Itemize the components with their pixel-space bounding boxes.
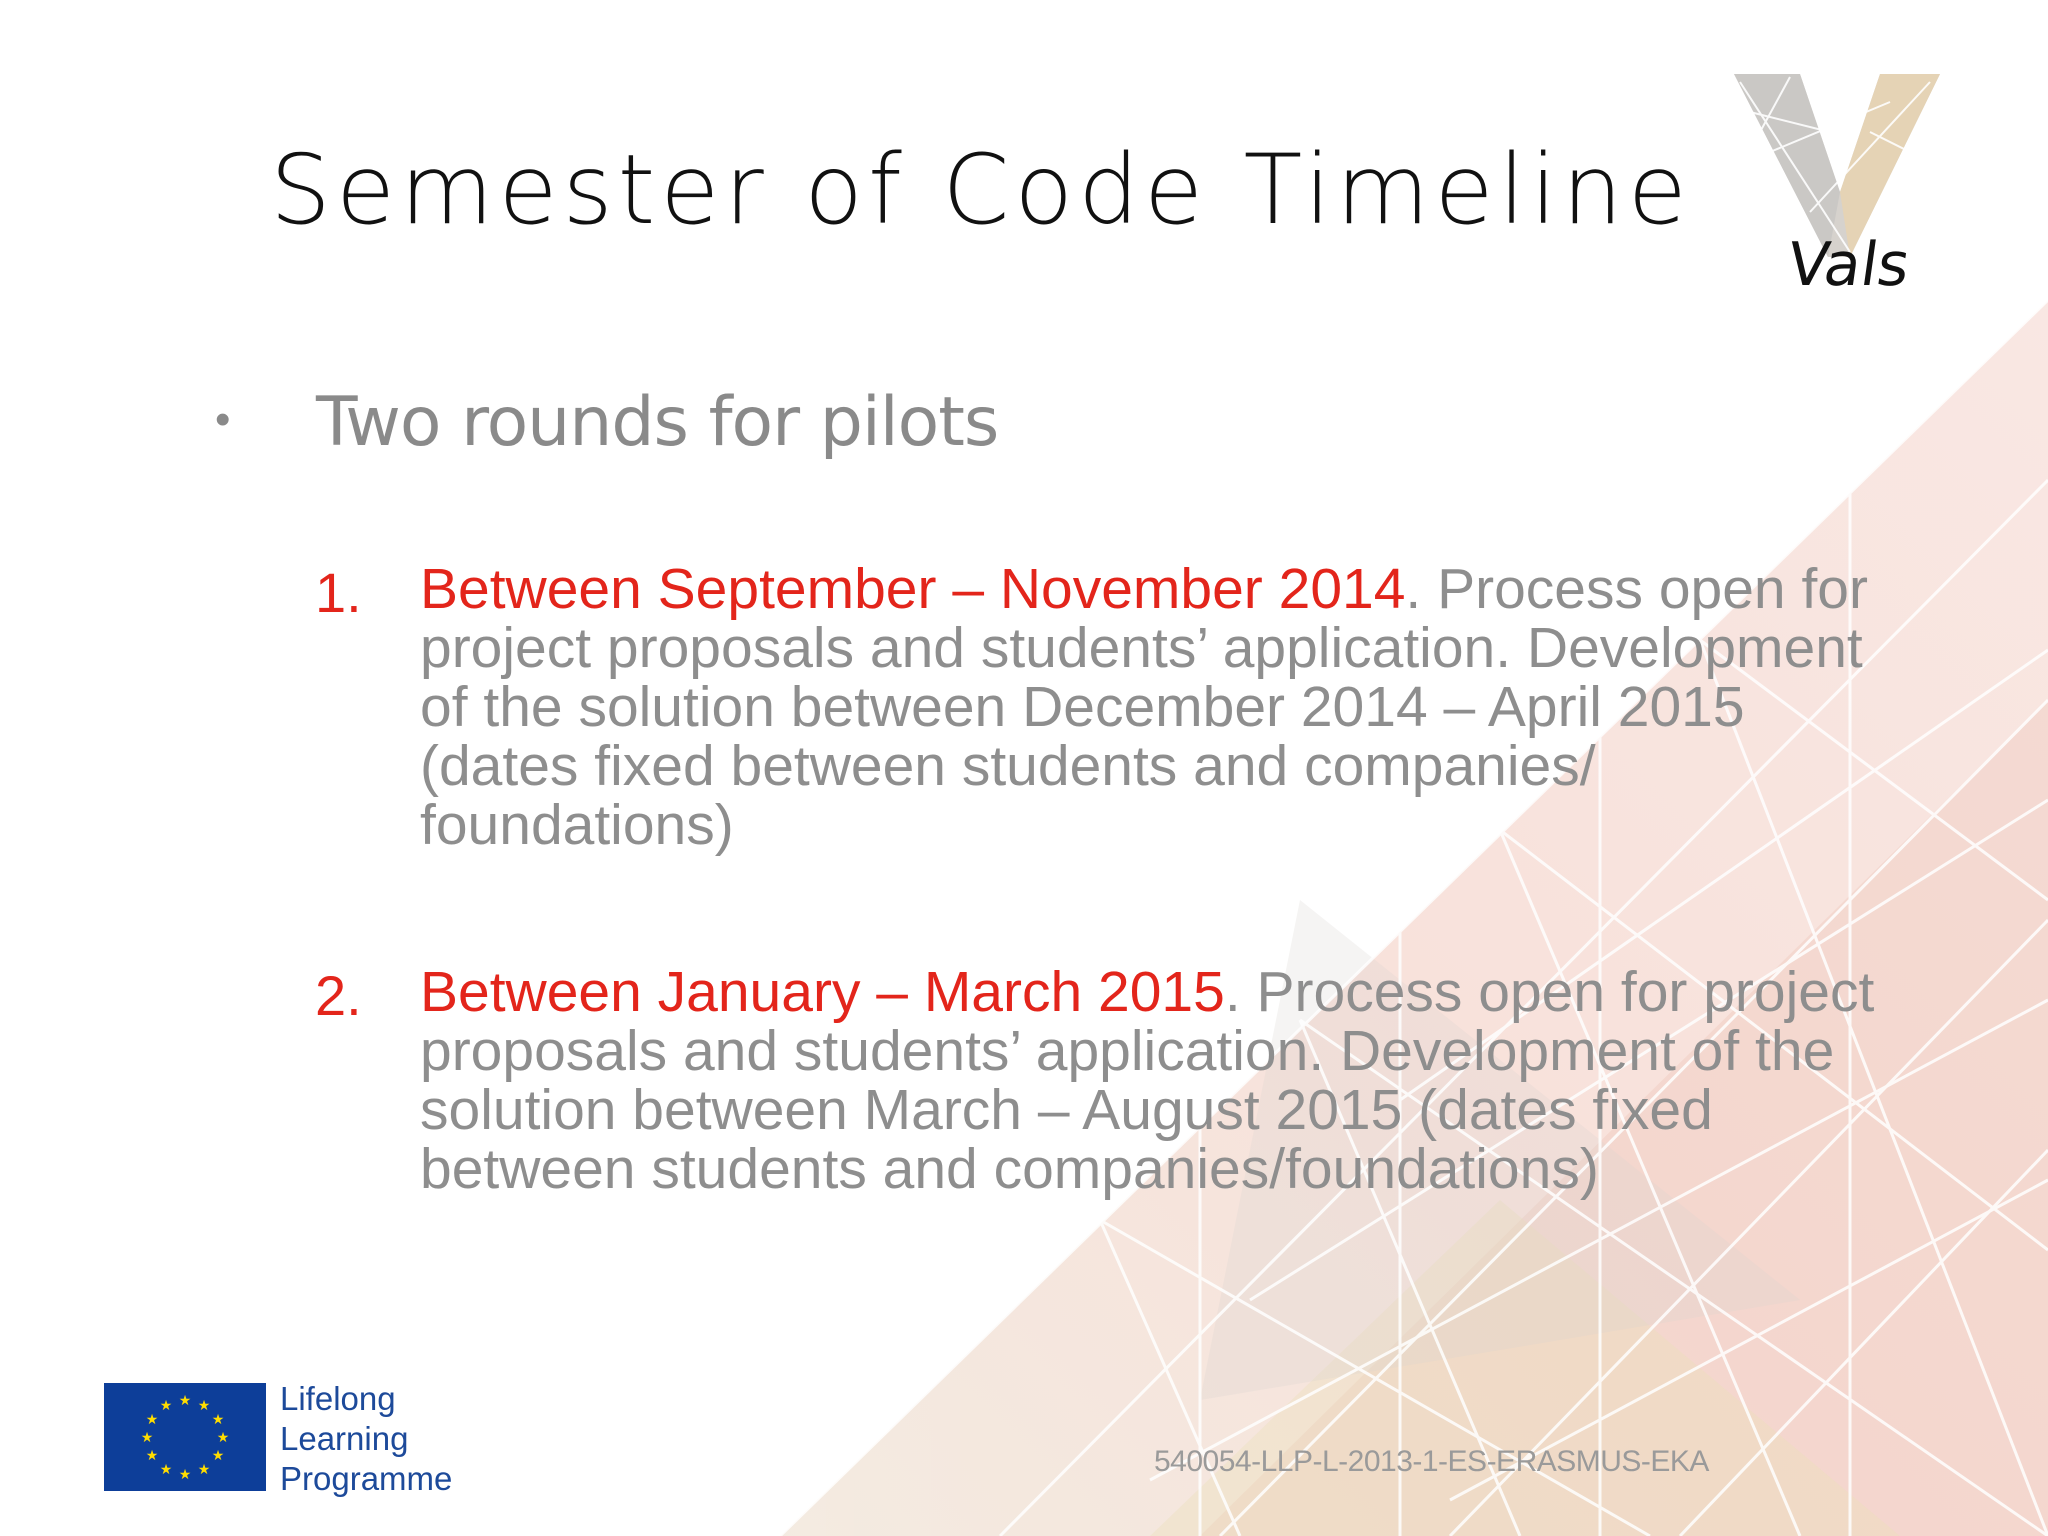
vals-logo [1730,72,1945,317]
svg-text:★: ★ [178,1393,192,1409]
item-2-line: between students and companies/foundations) [420,1137,1599,1201]
logo-wordmark: Vals [1783,230,1915,300]
program-line: Learning [280,1420,409,1457]
item-2-line: proposals and students’ application. Development of the [420,1019,1835,1083]
item-1-first-rest: . Process open for [1405,557,1868,621]
svg-text:★: ★ [211,1412,225,1428]
program-name [280,1379,452,1499]
svg-text:★: ★ [197,1398,211,1414]
item-1-line: of the solution between December 2014 – April 2015 [420,675,1745,739]
timeline-item-2 [420,960,1920,1201]
program-line: Programme [280,1460,453,1497]
eu-lifelong-learning-logo [104,1380,488,1497]
program-line: Lifelong [280,1380,396,1417]
svg-text:★: ★ [140,1430,154,1446]
project-code: 540054-LLP-L-2013-1-ES-ERASMUS-EKA [1154,1445,1709,1478]
item-1-line: (dates fixed between students and companies/ [420,734,1596,798]
timeline-item-1 [420,557,1920,857]
svg-text:★: ★ [197,1462,211,1478]
bullet-marker: • [215,395,231,444]
item-2-line: solution between March – August 2015 (dates fixed [420,1078,1713,1142]
svg-text:★: ★ [159,1398,173,1414]
item-2-highlight: Between January – March 2015 [420,960,1225,1024]
eu-flag-icon [104,1383,266,1491]
item-2-number: 2. [315,964,362,1027]
item-1-line: project proposals and students’ application. Development [420,616,1863,680]
item-2-first-rest: . Process open for project [1224,960,1875,1024]
item-1-highlight: Between September – November 2014 [420,557,1406,621]
svg-text:★: ★ [211,1448,225,1464]
svg-text:★: ★ [216,1430,230,1446]
svg-text:★: ★ [145,1448,159,1464]
item-1-line: foundations) [420,793,734,857]
bullet-heading: Two rounds for pilots [316,383,999,462]
item-1-number: 1. [315,561,362,624]
slide-title: Semester of Code Timeline [270,134,1692,246]
svg-text:★: ★ [178,1467,192,1483]
svg-text:★: ★ [159,1462,173,1478]
svg-text:★: ★ [145,1412,159,1428]
